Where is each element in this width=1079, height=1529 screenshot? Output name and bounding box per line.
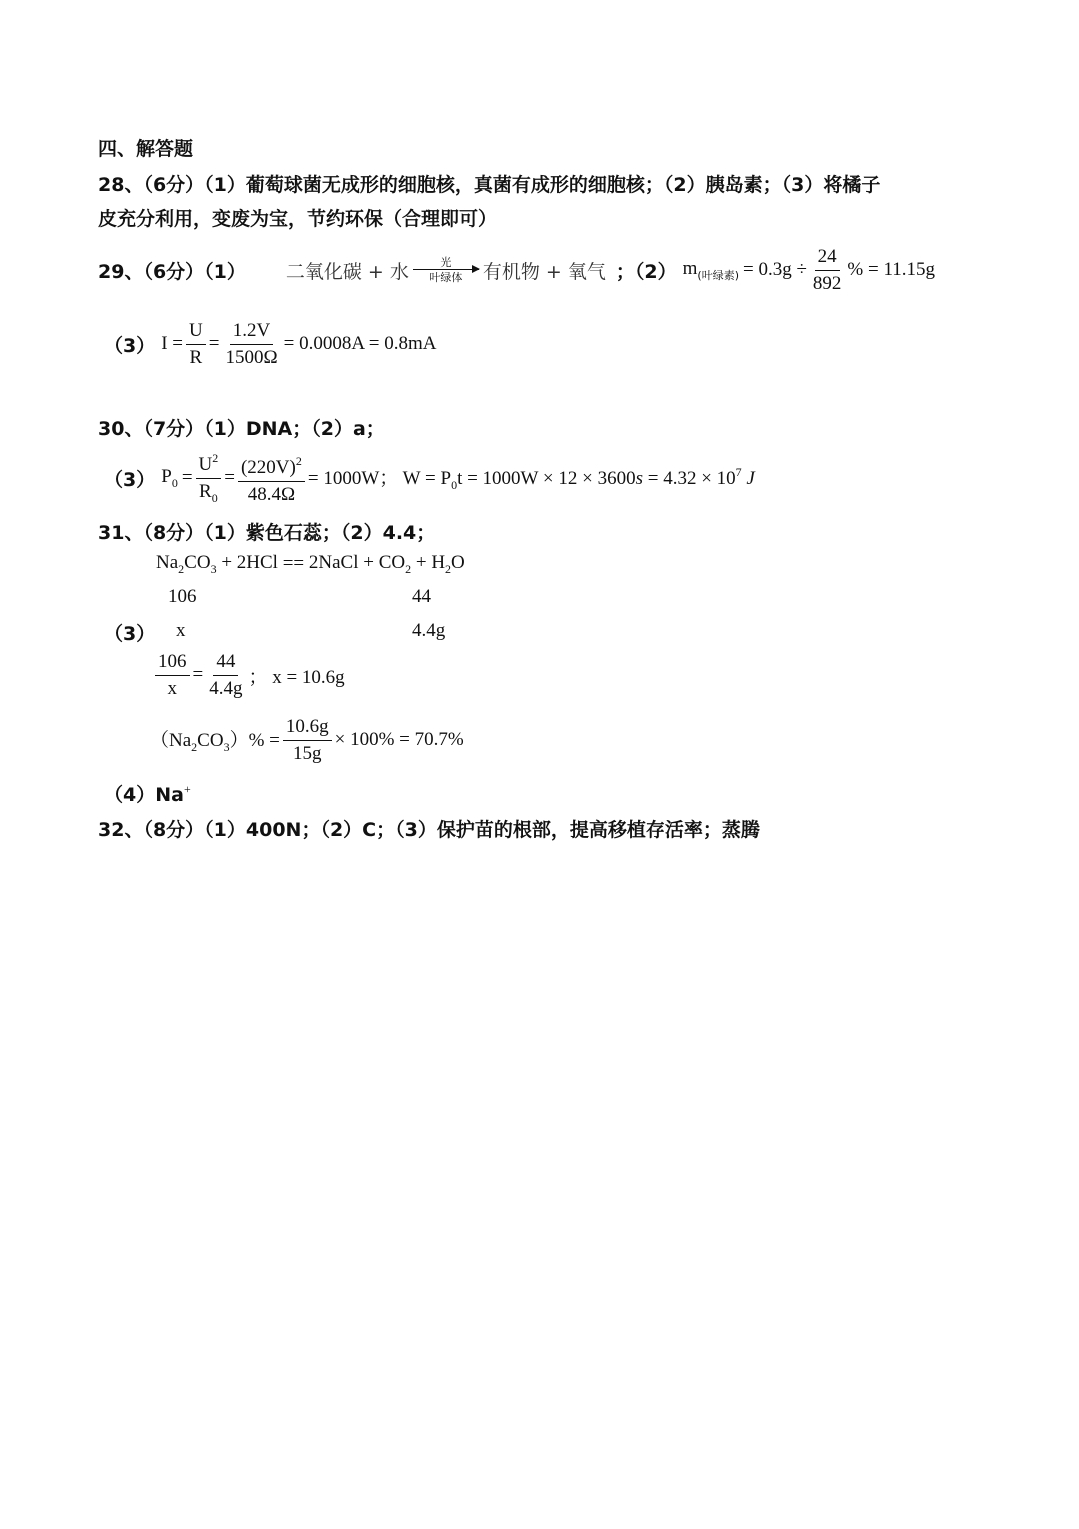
q31-mass-106: 106 bbox=[168, 586, 197, 607]
q29-I-eq: I = bbox=[161, 333, 184, 354]
q31-part4: （4）Na+ bbox=[104, 782, 191, 806]
q29-part3-label: （3） bbox=[104, 334, 156, 357]
q28-line1: 28、（6分）（1）葡萄球菌无成形的细胞核，真菌有成形的细胞核；（2）胰岛素；（3）将橘子 bbox=[98, 174, 881, 196]
q31-var-x: x bbox=[176, 620, 186, 641]
q29-line2 bbox=[104, 318, 436, 370]
q29-fraction-24-892: $\frac{24}{892}$ bbox=[812, 245, 842, 294]
q30-eq-a: = bbox=[181, 467, 193, 488]
q30-line2 bbox=[104, 450, 755, 506]
reaction-arrow bbox=[413, 256, 479, 285]
q31-fraction-106-x: $\frac{106}{x}$ bbox=[155, 651, 190, 700]
arrow-bottom-label: 叶绿体 bbox=[429, 270, 463, 284]
q31-line1: 31、（8分）（1）紫色石蕊；（2）4.4； bbox=[98, 522, 436, 544]
q29-line1 bbox=[98, 240, 935, 300]
q30-line1: 30、（7分）（1）DNA；（2）a； bbox=[98, 418, 385, 440]
q29-reactants: 二氧化碳 + 水 bbox=[285, 260, 409, 283]
q31-mass-44: 44 bbox=[412, 586, 431, 607]
q31-eq-a: = bbox=[192, 664, 204, 685]
q30-fraction-U2-R0: $\frac{U^2}{R_0}$ bbox=[196, 447, 222, 509]
arrow-icon bbox=[413, 269, 479, 270]
q31-percentage bbox=[150, 712, 464, 768]
q29-eq-c: = bbox=[208, 333, 220, 354]
q31-pct-result: × 100% = 70.7% bbox=[334, 729, 464, 750]
q31-fraction-10.6g-15g: $\frac{10.6g}{15g}$ bbox=[283, 716, 332, 765]
q29-eq-b: % = 11.15g bbox=[847, 259, 935, 280]
q29-eq-a: = 0.3g ÷ bbox=[743, 259, 807, 280]
q29-prefix: 29、（6分）（1） bbox=[98, 260, 246, 283]
q31-part3-label: （3） bbox=[104, 623, 156, 645]
q30-eq-b: = bbox=[224, 467, 235, 488]
q30-eq-c: = 1000W； $W = P_0t = 1000W \times 12 \times 3600s = 4.32 \times 10^7$ J bbox=[307, 465, 755, 492]
q29-fraction-1.2V: $\frac{1.2V}{1500\Omega}$ bbox=[225, 319, 278, 368]
q31-chemical-equation: $Na_2CO_3 + 2HCl$ == 2NaCl + $CO_2 + H_2O$ bbox=[156, 552, 465, 576]
q29-m: $m_{(叶绿素)}$ bbox=[682, 257, 739, 282]
q29-eq-d: = 0.0008A = 0.8mA bbox=[283, 333, 437, 354]
q31-proportion bbox=[152, 648, 345, 702]
q31-fraction-44-4.4g: $\frac{44}{4.4g}$ bbox=[209, 650, 243, 699]
q31-pct-label: $(Na_2CO_3)\%$ = bbox=[150, 730, 280, 754]
q28-line2: 皮充分利用，变废为宝，节约环保（合理即可） bbox=[98, 208, 498, 230]
q30-P0: $P_0$ bbox=[161, 465, 178, 490]
q29-fraction-U-R: $\frac{U}{R}$ bbox=[186, 320, 206, 369]
q31-var-4.4g: 4.4g bbox=[412, 620, 446, 641]
q29-products: 有机物 + 氧气 bbox=[482, 260, 606, 283]
section-title: 四、解答题 bbox=[98, 138, 194, 160]
q30-fraction-220V: $\frac{(220V)^2}{48.4\Omega}$ bbox=[238, 450, 305, 506]
q31-result-x: ； x = 10.6g bbox=[248, 666, 345, 688]
q30-part3-label: （3） bbox=[104, 468, 156, 491]
q29-part2-label: ；（2） bbox=[615, 260, 677, 283]
arrow-top-label: 光 bbox=[440, 255, 452, 269]
q32-line1: 32、（8分）（1）400N；（2）C；（3）保护苗的根部，提高移植存活率；蒸腾 bbox=[98, 819, 760, 841]
